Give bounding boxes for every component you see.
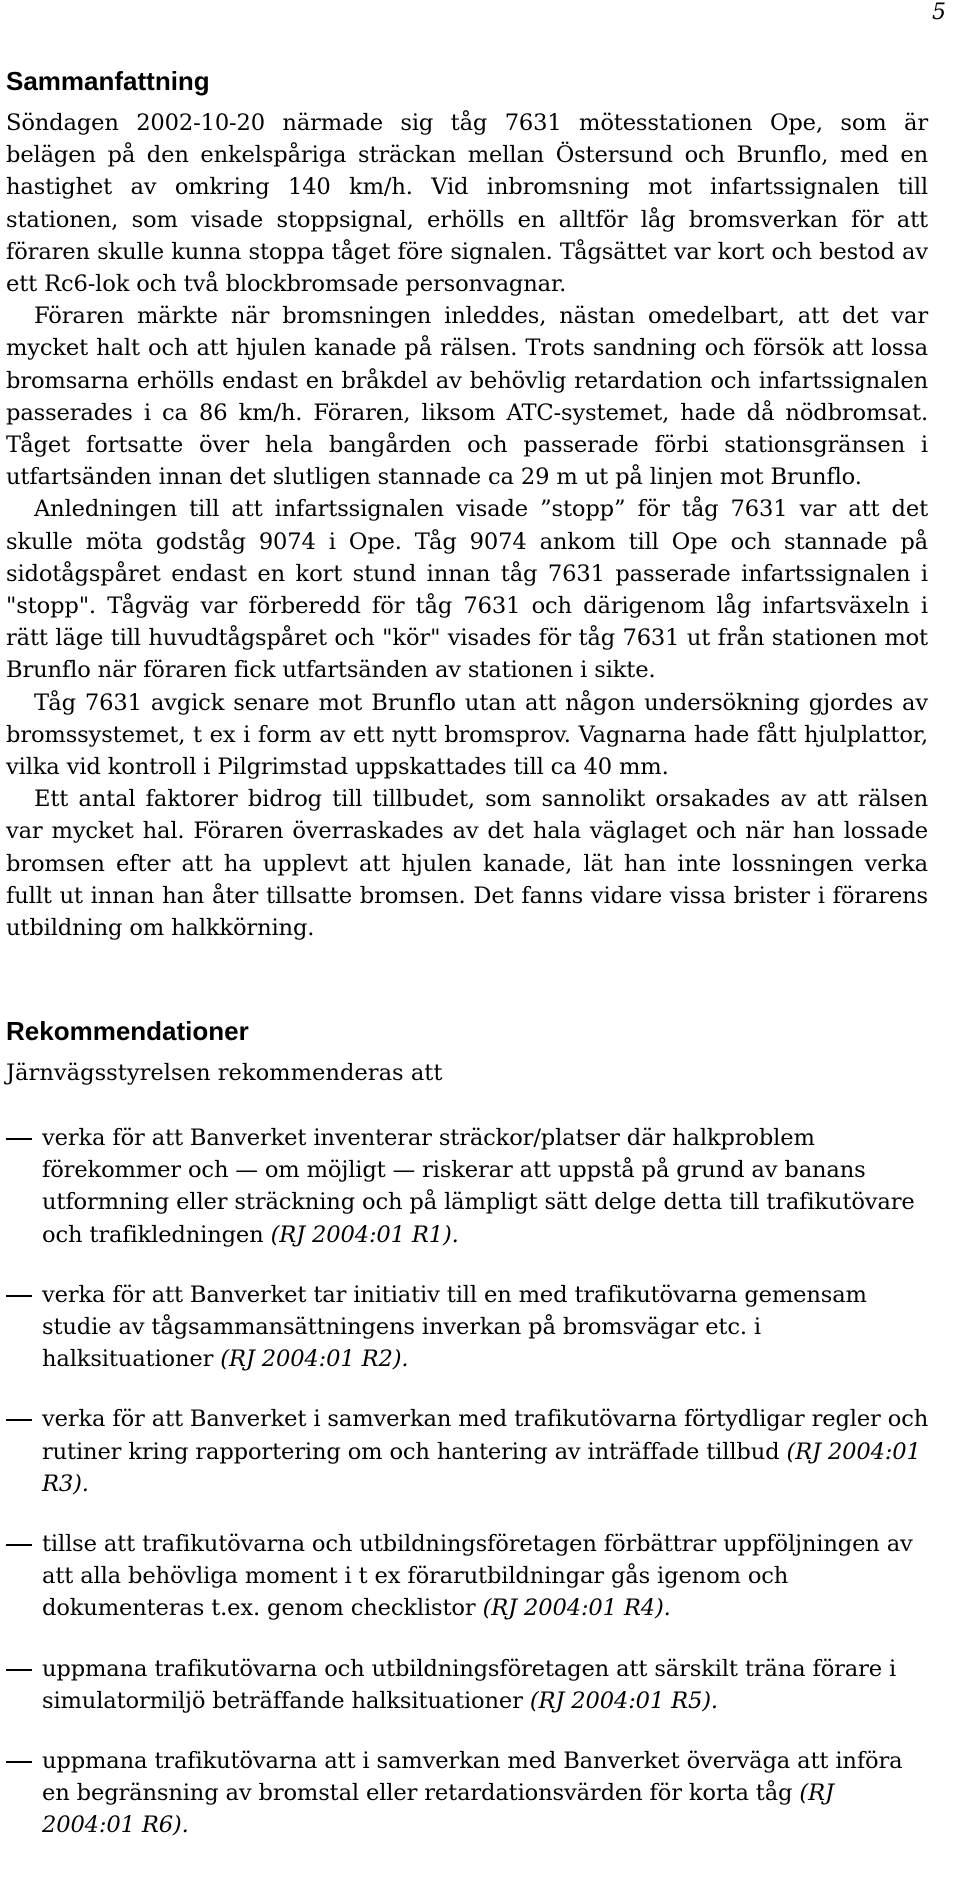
- summary-paragraph: Ett antal faktorer bidrog till tillbudet, som sannolikt orsakades av att rälsen var mycket hal. Föraren överraskades av det hala väglaget och när han lossade bromsen efter att ha upplevt att hjulen kanade, lät han inte lossningen verka fullt ut innan han åter tillsatte bromsen. Det fanns vidare vissa brister i förarens utbildning om halkkörning.: [6, 786, 928, 942]
- recommendation-item: [6, 1653, 930, 1717]
- dash-bullet-icon: [6, 1138, 32, 1140]
- dash-bullet-icon: [6, 1761, 32, 1763]
- recommendation-item: [6, 1403, 930, 1500]
- recommendation-reference: (RJ 2004:01 R6).: [42, 1780, 834, 1839]
- recommendation-text: uppmana trafikutövarna att i samverkan med Banverket överväga att införa en begränsning av bromstal eller retardationsvärden för korta tåg: [42, 1748, 903, 1807]
- summary-paragraph: Söndagen 2002-10-20 närmade sig tåg 7631 mötesstationen Ope, som är belägen på den enkelspåriga sträckan mellan Östersund och Brunflo, med en hastighet av omkring 140 km/h. Vid inbromsning mot infartssignalen till stationen, som visade stoppsignal, erhölls en alltför låg bromsverkan för att föraren skulle kunna stoppa tåget före signalen. Tågsättet var kort och bestod av ett Rc6-lok och två blockbromsade personvagnar.: [6, 110, 928, 298]
- recommendation-item: [6, 1279, 930, 1376]
- summary-paragraph: Tåg 7631 avgick senare mot Brunflo utan att någon undersökning gjordes av bromssystemet, t ex i form av ett nytt bromsprov. Vagnarna hade fått hjulplattor, vilka vid kontroll i Pilgrimstad uppskattades till ca 40 mm.: [6, 689, 928, 781]
- recommendation-reference: (RJ 2004:01 R1).: [270, 1221, 459, 1248]
- recommendations-heading: Rekommendationer: [6, 1016, 249, 1046]
- page-number: 5: [932, 0, 946, 25]
- recommendation-text: verka för att Banverket i samverkan med trafikutövarna förtydligar regler och rutiner kring rapportering om och hantering av inträffade tillbud: [42, 1406, 929, 1465]
- recommendation-text: tillse att trafikutövarna och utbildningsföretagen förbättrar uppföljningen av att alla behövliga moment i t ex förarutbildningar gås igenom och dokumenteras t.ex. genom checklistor: [42, 1531, 913, 1622]
- recommendations-list: [6, 1122, 930, 1870]
- recommendation-item: [6, 1528, 930, 1625]
- dash-bullet-icon: [6, 1419, 32, 1421]
- recommendation-text: uppmana trafikutövarna och utbildningsföretagen att särskilt träna förare i simulatormiljö beträffande halksituationer: [42, 1655, 897, 1714]
- dash-bullet-icon: [6, 1295, 32, 1297]
- dash-bullet-icon: [6, 1669, 32, 1671]
- summary-paragraph: Föraren märkte när bromsningen inleddes, nästan omedelbart, att det var mycket halt och att hjulen kanade på rälsen. Trots sandning och försök att lossa bromsarna erhölls endast en bråkdel av behövlig retardation och infartssignalen passerades i ca 86 km/h. Föraren, liksom ATC-systemet, hade då nödbromsat. Tåget fortsatte över hela bangården och passerade förbi stationsgränsen i utfartsänden innan det slutligen stannade ca 29 m ut på linjen mot Brunflo.: [6, 303, 928, 491]
- recommendation-item: [6, 1745, 930, 1842]
- recommendation-reference: (RJ 2004:01 R4).: [482, 1595, 671, 1622]
- recommendations-intro: Järnvägsstyrelsen rekommenderas att: [6, 1060, 443, 1086]
- summary-paragraph: Anledningen till att infartssignalen visade ”stopp” för tåg 7631 var att det skulle möta godståg 9074 i Ope. Tåg 9074 ankom till Ope och stannade på sidotågspåret endast en kort stund innan tåg 7631 passerade infartssignalen i "stopp". Tågväg var förberedd för tåg 7631 och därigenom låg infartsväxeln i rätt läge till huvudtågspåret och "kör" visades för tåg 7631 ut från stationen mot Brunflo när föraren fick utfartsänden av stationen i sikte.: [6, 496, 928, 684]
- recommendation-reference: (RJ 2004:01 R5).: [529, 1687, 718, 1714]
- dash-bullet-icon: [6, 1544, 32, 1546]
- recommendation-item: [6, 1122, 930, 1251]
- summary-body: [6, 107, 928, 944]
- recommendation-text: verka för att Banverket tar initiativ till en med trafikutövarna gemensam studie av tågsammansättningens inverkan på bromsvägar etc. i halksituationer: [42, 1281, 867, 1373]
- summary-heading: Sammanfattning: [6, 66, 210, 96]
- recommendation-reference: (RJ 2004:01 R2).: [220, 1346, 409, 1373]
- recommendation-reference: (RJ 2004:01 R3).: [42, 1438, 921, 1497]
- recommendation-text: verka för att Banverket inventerar sträckor/platser där halkproblem förekommer och — om möjligt — riskerar att uppstå på grund av banans utformning eller sträckning och på lämpligt sätt delge detta till trafikutövare och trafikledningen: [42, 1125, 915, 1248]
